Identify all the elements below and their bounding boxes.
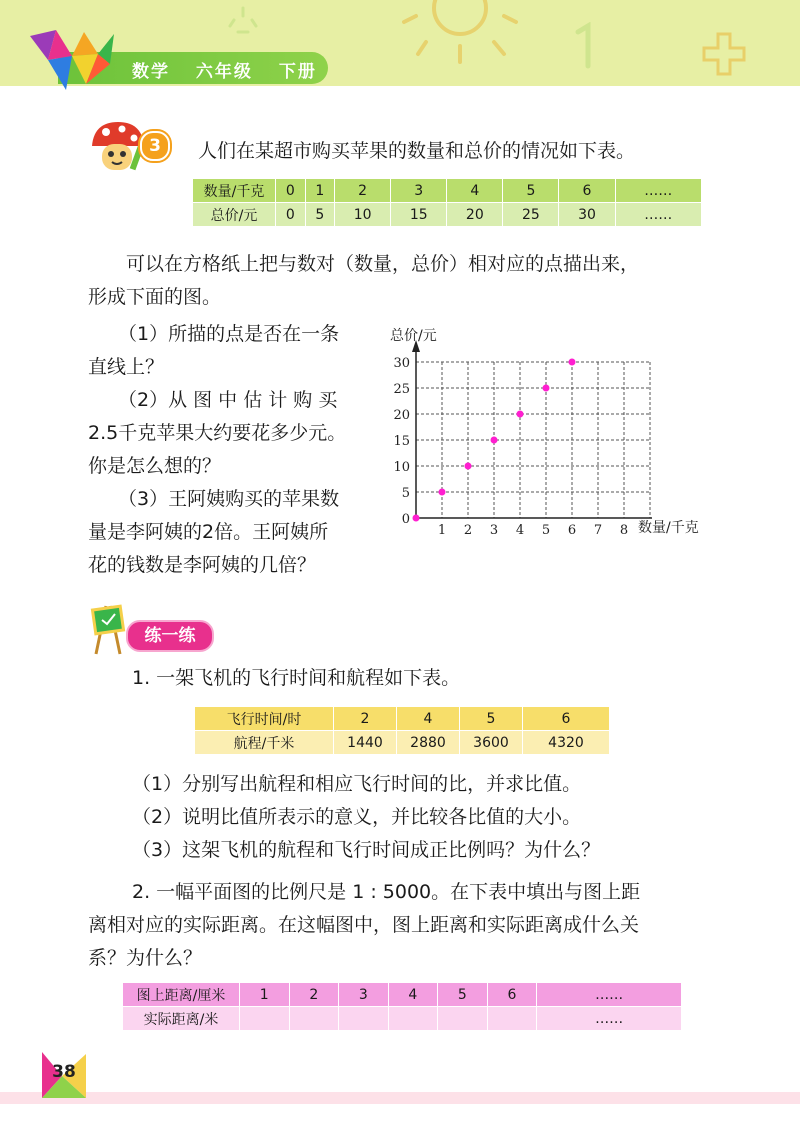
apple-price-table (192, 178, 702, 227)
table-row (123, 1007, 682, 1031)
y-tick-label: 5 (401, 486, 410, 501)
table-cell: …… (537, 1007, 682, 1031)
x-tick-label: 8 (619, 523, 629, 538)
table-cell (240, 1007, 290, 1031)
exercise-1-question: （3）这架飞机的航程和飞行时间成正比例吗？为什么？ (132, 839, 601, 861)
one-decoration (572, 22, 598, 74)
scale-distance-table (122, 982, 682, 1031)
data-point (569, 359, 576, 366)
table-row (195, 731, 610, 755)
x-tick-label: 5 (541, 523, 551, 538)
x-tick-label: 3 (489, 523, 499, 538)
practice-badge: 练一练 (126, 620, 214, 652)
data-point (491, 437, 498, 444)
table-row-label: 飞行时间/时 (195, 707, 334, 731)
plus-decoration (700, 30, 748, 82)
data-point (465, 463, 472, 470)
question-2-cont: 2.5千克苹果大约要花多少元。 (88, 422, 347, 444)
easel-icon (88, 600, 128, 660)
x-axis-label: 数量/千克 (638, 520, 699, 536)
header-title (132, 57, 317, 82)
data-point (439, 489, 446, 496)
exercise-2-line: 2. 一幅平面图的比例尺是 1 : 5000。在下表中填出与图上距 (132, 881, 641, 903)
table-row (123, 983, 682, 1007)
table-cell (438, 1007, 488, 1031)
question-1-cont: 直线上？ (88, 356, 165, 378)
header-volume: 下册 (278, 62, 317, 82)
y-tick-label: 25 (393, 382, 410, 397)
table-cell: …… (615, 203, 701, 227)
table-row (195, 707, 610, 731)
y-axis-label: 总价/元 (390, 328, 437, 344)
y-tick-label: 0 (401, 512, 410, 527)
table-cell: 4 (397, 707, 460, 731)
table-cell: 3 (391, 179, 447, 203)
table-cell: 4 (388, 983, 438, 1007)
chart-axes (412, 340, 652, 518)
x-tick-label: 6 (567, 523, 577, 538)
x-tick-label: 4 (515, 523, 525, 538)
question-3-cont: 量是李阿姨的2倍。王阿姨所 (88, 521, 329, 543)
problem-number-badge (140, 131, 170, 161)
table-cell: 0 (276, 179, 306, 203)
table-row-label: 航程/千米 (195, 731, 334, 755)
table-cell (487, 1007, 537, 1031)
table-cell: …… (615, 179, 701, 203)
x-tick-label: 7 (593, 523, 603, 538)
data-point (517, 411, 524, 418)
table-cell: 1 (305, 179, 335, 203)
chart-grid (416, 362, 650, 518)
star-decoration (228, 6, 258, 40)
mushroom-mascot-icon (88, 120, 148, 180)
table-cell: 6 (487, 983, 537, 1007)
table-cell: 25 (503, 203, 559, 227)
page-number: 38 (52, 1062, 76, 1082)
table-cell: 20 (447, 203, 503, 227)
table-cell: 6 (559, 179, 615, 203)
table-cell: 30 (559, 203, 615, 227)
table-cell: 1440 (334, 731, 397, 755)
exercise-2-text (88, 876, 728, 975)
table-cell (289, 1007, 339, 1031)
question-3-cont: 花的钱数是李阿姨的几倍？ (88, 554, 317, 576)
table-cell: 0 (276, 203, 306, 227)
tangram-logo (26, 26, 118, 102)
table-cell: 4320 (523, 731, 610, 755)
table-cell: 2880 (397, 731, 460, 755)
table-cell: 5 (438, 983, 488, 1007)
table-row (193, 179, 702, 203)
y-tick-label: 20 (393, 408, 410, 423)
data-point (543, 385, 550, 392)
exercise-1-question: （2）说明比值所表示的意义，并比较各比值的大小。 (132, 806, 582, 828)
table-row-label: 总价/元 (193, 203, 276, 227)
problem-number: 3 (149, 136, 161, 156)
table-cell: 2 (334, 707, 397, 731)
flight-table (194, 706, 610, 755)
data-point (413, 515, 420, 522)
table-cell: 3 (339, 983, 389, 1007)
table-cell: 1 (240, 983, 290, 1007)
table-cell: 15 (391, 203, 447, 227)
header-subject: 数学 (132, 62, 170, 82)
y-tick-label: 15 (393, 434, 410, 449)
chart-ticks (393, 356, 628, 538)
description-line: 可以在方格纸上把与数对（数量，总价）相对应的点描出来， (126, 253, 640, 275)
x-tick-label: 2 (463, 523, 473, 538)
header-grade: 六年级 (195, 62, 253, 82)
price-scatter-chart (380, 318, 720, 546)
table-row-label: 图上距离/厘米 (123, 983, 240, 1007)
description-paragraph (88, 248, 728, 314)
y-tick-label: 30 (393, 356, 410, 371)
table-cell: 2 (289, 983, 339, 1007)
table-cell: 5 (503, 179, 559, 203)
table-cell: 3600 (460, 731, 523, 755)
question-2: （2）从 图 中 估 计 购 买 (118, 389, 338, 411)
exercise-2-line: 系？为什么？ (88, 947, 203, 969)
x-tick-label: 1 (437, 523, 447, 538)
table-row-label: 实际距离/米 (123, 1007, 240, 1031)
question-1: （1）所描的点是否在一条 (118, 323, 340, 345)
exercise-1-question: （1）分别写出航程和相应飞行时间的比，并求比值。 (132, 773, 582, 795)
table-cell: 10 (335, 203, 391, 227)
table-cell (388, 1007, 438, 1031)
table-cell: 5 (460, 707, 523, 731)
problem-intro: 人们在某超市购买苹果的数量和总价的情况如下表。 (198, 140, 636, 162)
question-block (88, 318, 388, 582)
table-cell (339, 1007, 389, 1031)
table-cell: 2 (335, 179, 391, 203)
question-3: （3）王阿姨购买的苹果数 (118, 488, 340, 510)
table-cell: 5 (305, 203, 335, 227)
table-cell: 6 (523, 707, 610, 731)
description-line: 形成下面的图。 (88, 286, 222, 308)
sun-decoration (400, 0, 520, 74)
exercise-1-title: 1. 一架飞机的飞行时间和航程如下表。 (132, 667, 461, 689)
table-cell: 4 (447, 179, 503, 203)
table-cell: …… (537, 983, 682, 1007)
exercise-2-line: 离相对应的实际距离。在这幅图中，图上距离和实际距离成什么关 (88, 914, 640, 936)
question-2-cont: 你是怎么想的？ (88, 455, 222, 477)
table-row (193, 203, 702, 227)
table-row-label: 数量/千克 (193, 179, 276, 203)
footer-strip (0, 1092, 800, 1104)
y-tick-label: 10 (393, 460, 410, 475)
exercise-1-questions (132, 768, 600, 867)
